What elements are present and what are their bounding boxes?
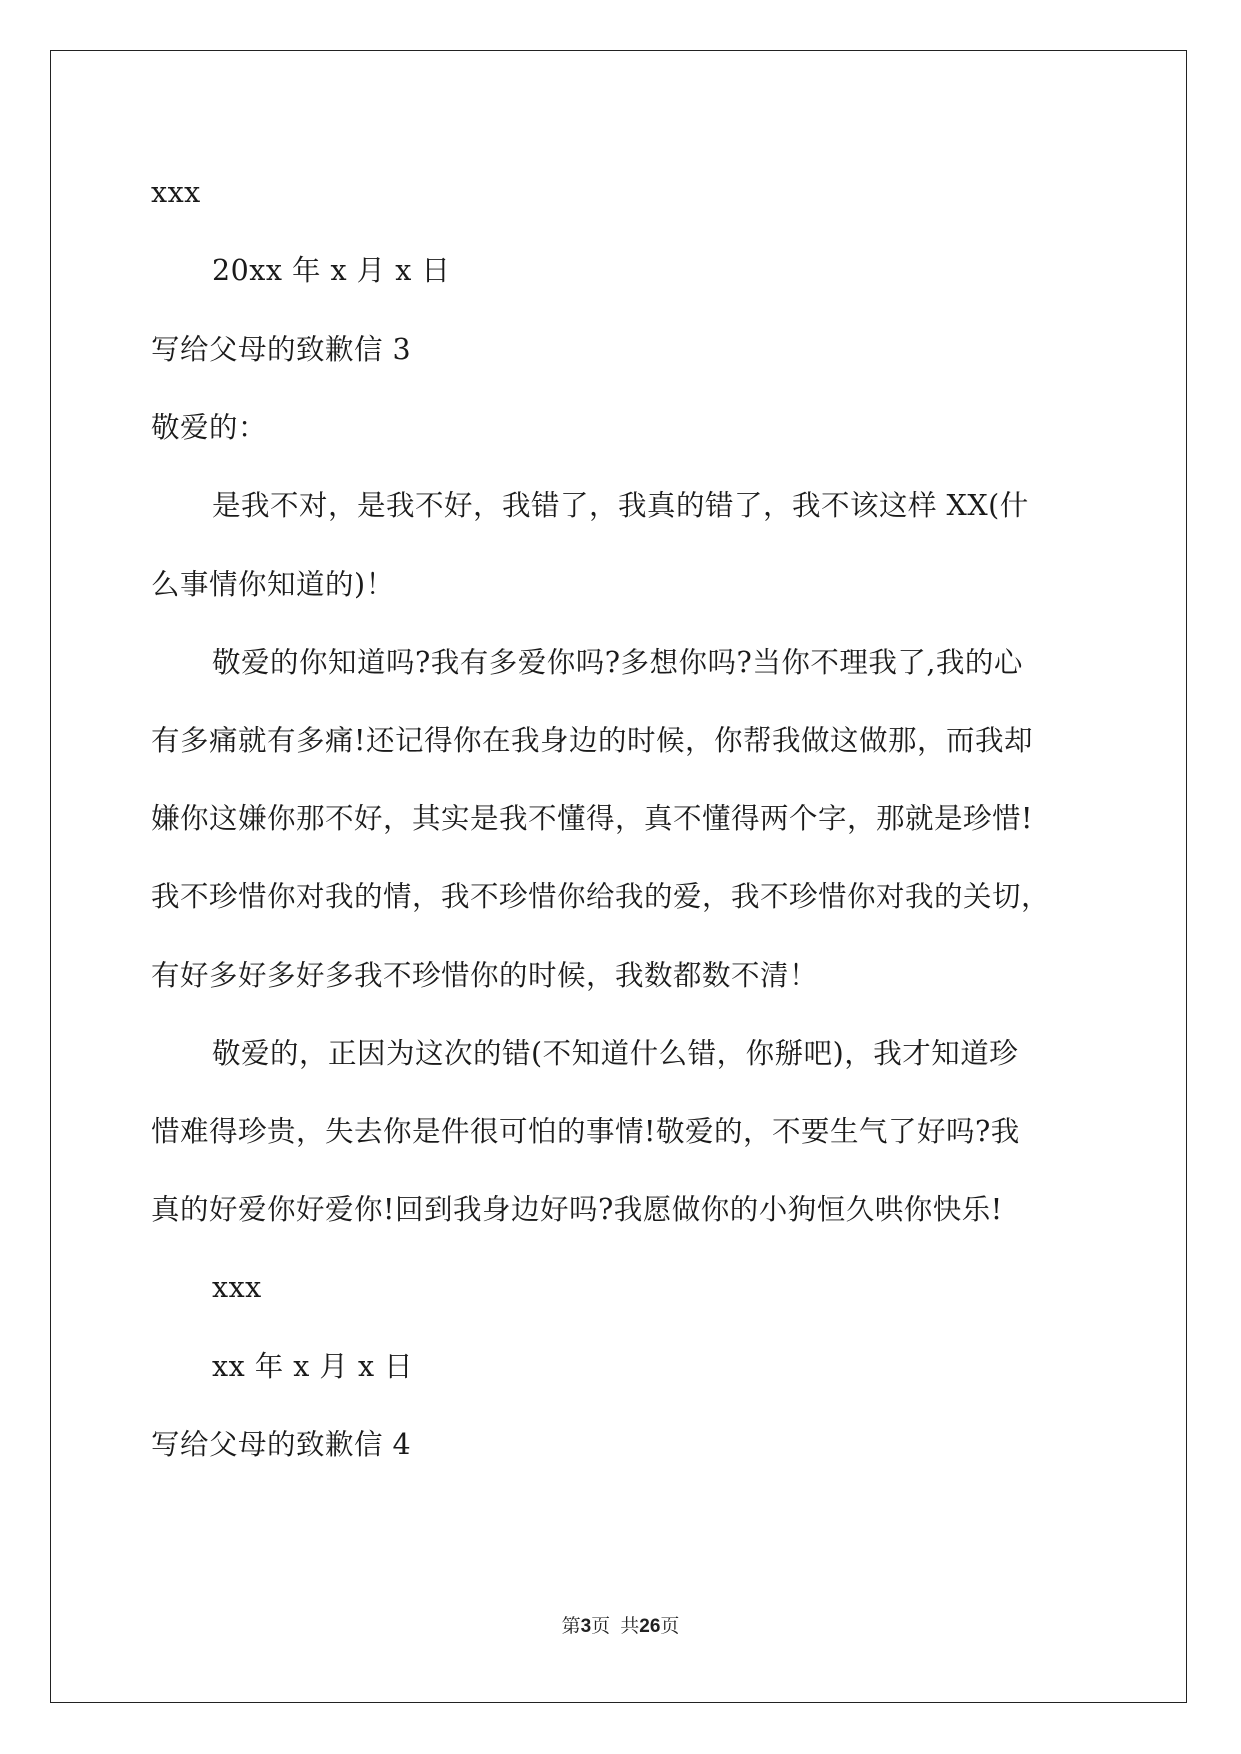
paragraph-line: 嫌你这嫌你那不好，其实是我不懂得，真不懂得两个字，那就是珍惜! xyxy=(151,802,1033,835)
paragraph-line: 我不珍惜你对我的情，我不珍惜你给我的爱，我不珍惜你对我的关切， xyxy=(151,880,1051,913)
salutation: 敬爱的： xyxy=(151,411,268,444)
paragraph-line: 敬爱的，正因为这次的错(不知道什么错，你掰吧)，我才知道珍 xyxy=(212,1037,1019,1070)
paragraph-line: 敬爱的你知道吗?我有多爱你吗?多想你吗?当你不理我了,我的心 xyxy=(212,646,1023,679)
page-footer xyxy=(0,1617,1241,1636)
footer-page-suffix: 页 xyxy=(591,1615,611,1637)
paragraph-line: 是我不对，是我不好，我错了，我真的错了，我不该这样 XX(什 xyxy=(212,489,1029,522)
section-title-4: 写给父母的致歉信 4 xyxy=(151,1428,412,1461)
section-title-3: 写给父母的致歉信 3 xyxy=(151,333,412,366)
signature-2: xxx xyxy=(212,1271,262,1304)
paragraph-line: 真的好爱你好爱你!回到我身边好吗?我愿做你的小狗恒久哄你快乐! xyxy=(151,1193,1003,1226)
footer-total-prefix: 共 xyxy=(620,1615,640,1637)
date-1: 20xx 年 x 月 x 日 xyxy=(212,254,451,287)
total-page-count: 26 xyxy=(639,1616,661,1637)
footer-prefix: 第 xyxy=(561,1615,581,1637)
current-page-number: 3 xyxy=(580,1616,592,1637)
paragraph-line: 么事情你知道的)！ xyxy=(151,568,395,601)
signature-1: xxx xyxy=(151,176,201,209)
footer-total-suffix: 页 xyxy=(660,1615,680,1637)
paragraph-line: 有好多好多好多我不珍惜你的时候，我数都数不清！ xyxy=(151,959,819,992)
paragraph-line: 有多痛就有多痛!还记得你在我身边的时候，你帮我做这做那，而我却 xyxy=(151,724,1033,757)
date-2: xx 年 x 月 x 日 xyxy=(212,1350,414,1383)
paragraph-line: 惜难得珍贵，失去你是件很可怕的事情!敬爱的，不要生气了好吗?我 xyxy=(151,1115,1020,1148)
